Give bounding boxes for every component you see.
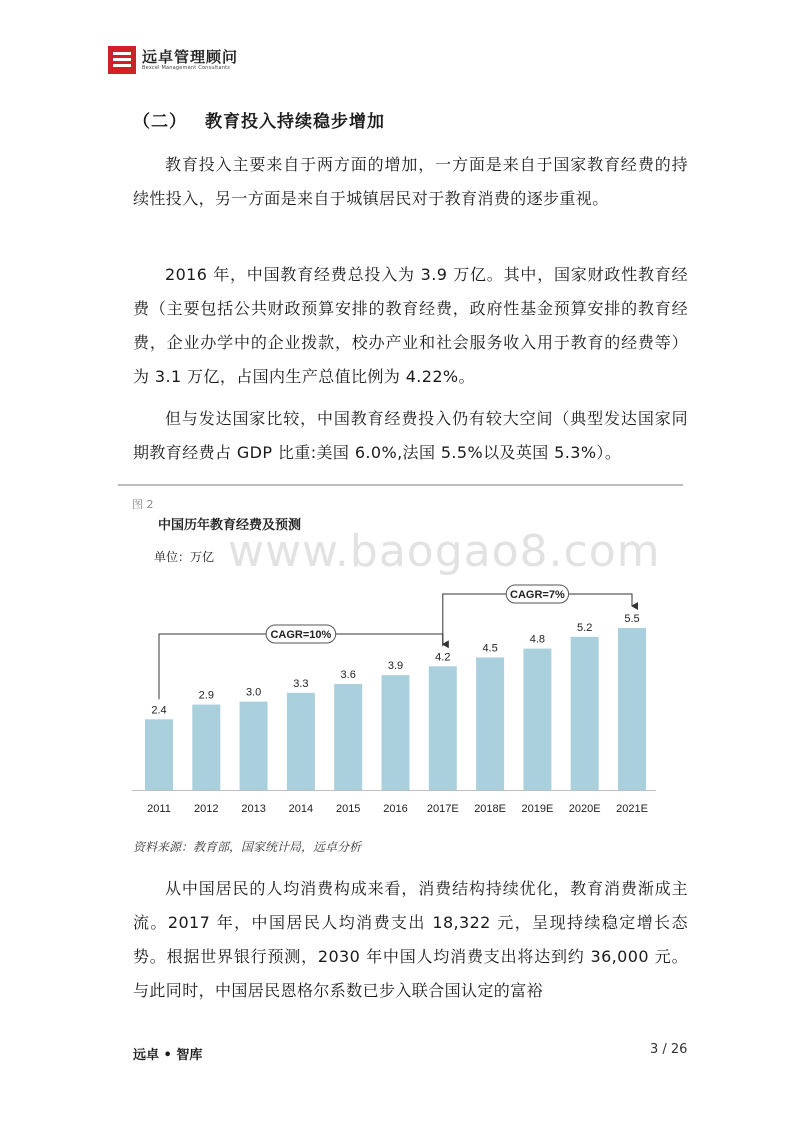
bar-2020E [571,637,599,790]
bar-chart [118,486,683,826]
paragraph-text: 2016 年，中国教育经费总投入为 3.9 万亿。其中，国家财政性教育经费（主要包括公共财政预算安排的教育经费，政府性基金预算安排的教育经费，企业办学中的企业拨款，校办产业和社会服务收入用于教育的经费等）为 3.1 万亿，占国内生产总值比例为 4.22%。 [133,265,688,386]
bar-2015 [334,684,362,790]
paragraph-2 [133,258,688,394]
paragraph-text: 从中国居民的人均消费构成来看，消费结构持续优化，教育消费渐成主流。2017 年，中国居民人均消费支出 18,322 元，呈现持续稳定增长态势。根据世界银行预测，2030 年中国人均消费支出将达到约 36,000 元。与此同时，中国居民恩格尔系数已步入联合国认定的富裕 [133,879,688,1000]
bar-2013 [240,702,268,790]
category-label-2017E: 2017E [426,803,459,815]
value-label-2020E: 5.2 [577,621,593,634]
paragraph-4 [133,872,688,1008]
value-label-2018E: 4.5 [482,642,498,655]
bar-2016 [382,675,410,790]
value-label-2019E: 4.8 [529,633,546,646]
category-label-2018E: 2018E [474,803,507,815]
logo-chinese-name: 远卓管理顾问 [142,47,239,66]
category-label-2020E: 2020E [568,803,601,815]
value-label-2013: 3.0 [245,686,262,699]
logo-english-name: Bexcel Management Consultants [142,64,231,71]
chart-title: 中国历年教育经费及预测 [158,518,302,533]
bar-2017E [429,666,457,790]
watermark: www.baogao8.com [228,526,661,577]
section-number: （二） [133,112,187,132]
value-label-2012: 2.9 [198,689,214,702]
category-label-2016: 2016 [383,803,408,815]
category-label-2015: 2015 [335,803,361,815]
bar-2011 [145,719,173,790]
value-label-2017E: 4.2 [435,651,451,664]
cagr-label-1: CAGR=10% [270,629,332,641]
figure-source: 资料来源：教育部，国家统计局，远卓分析 [133,840,362,854]
bar-2012 [192,705,220,790]
paragraph-text: 教育投入主要来自于两方面的增加，一方面是来自于国家教育经费的持续性投入，另一方面是来自于城镇居民对于教育消费的逐步重视。 [133,155,688,208]
figure-chart [118,484,683,826]
chart-unit: 单位：万亿 [154,550,215,564]
section-heading [133,107,385,132]
footer-brand: 远卓 • 智库 [133,1048,203,1063]
paragraph-3 [133,402,688,470]
value-label-2021E: 5.5 [624,613,640,625]
paragraph-text: 但与发达国家比较，中国教育经费投入仍有较大空间（典型发达国家同期教育经费占 GDP 比重:美国 6.0%,法国 5.5%以及英国 5.3%）。 [133,409,688,462]
category-label-2019E: 2019E [521,803,554,815]
paragraph-1 [133,148,688,216]
cagr-label-2: CAGR=7% [510,589,565,601]
bar-2018E [476,657,504,790]
category-label-2011: 2011 [147,803,171,815]
section-title-text: 教育投入持续稳步增加 [205,112,385,132]
bar-2019E [523,649,551,790]
value-label-2016: 3.9 [387,660,404,673]
logo-icon [108,46,136,74]
bar-2021E [618,628,646,790]
figure-label: 图 2 [132,498,154,511]
category-label-2012: 2012 [194,803,219,815]
value-label-2014: 3.3 [293,677,309,690]
company-logo [108,46,238,74]
page-number: 3 / 26 [650,1042,688,1057]
value-label-2011: 2.4 [151,704,167,717]
category-label-2014: 2014 [288,803,314,815]
category-label-2021E: 2021E [616,803,648,815]
value-label-2015: 3.6 [340,668,356,681]
category-label-2013: 2013 [241,803,266,815]
bar-2014 [287,693,315,790]
